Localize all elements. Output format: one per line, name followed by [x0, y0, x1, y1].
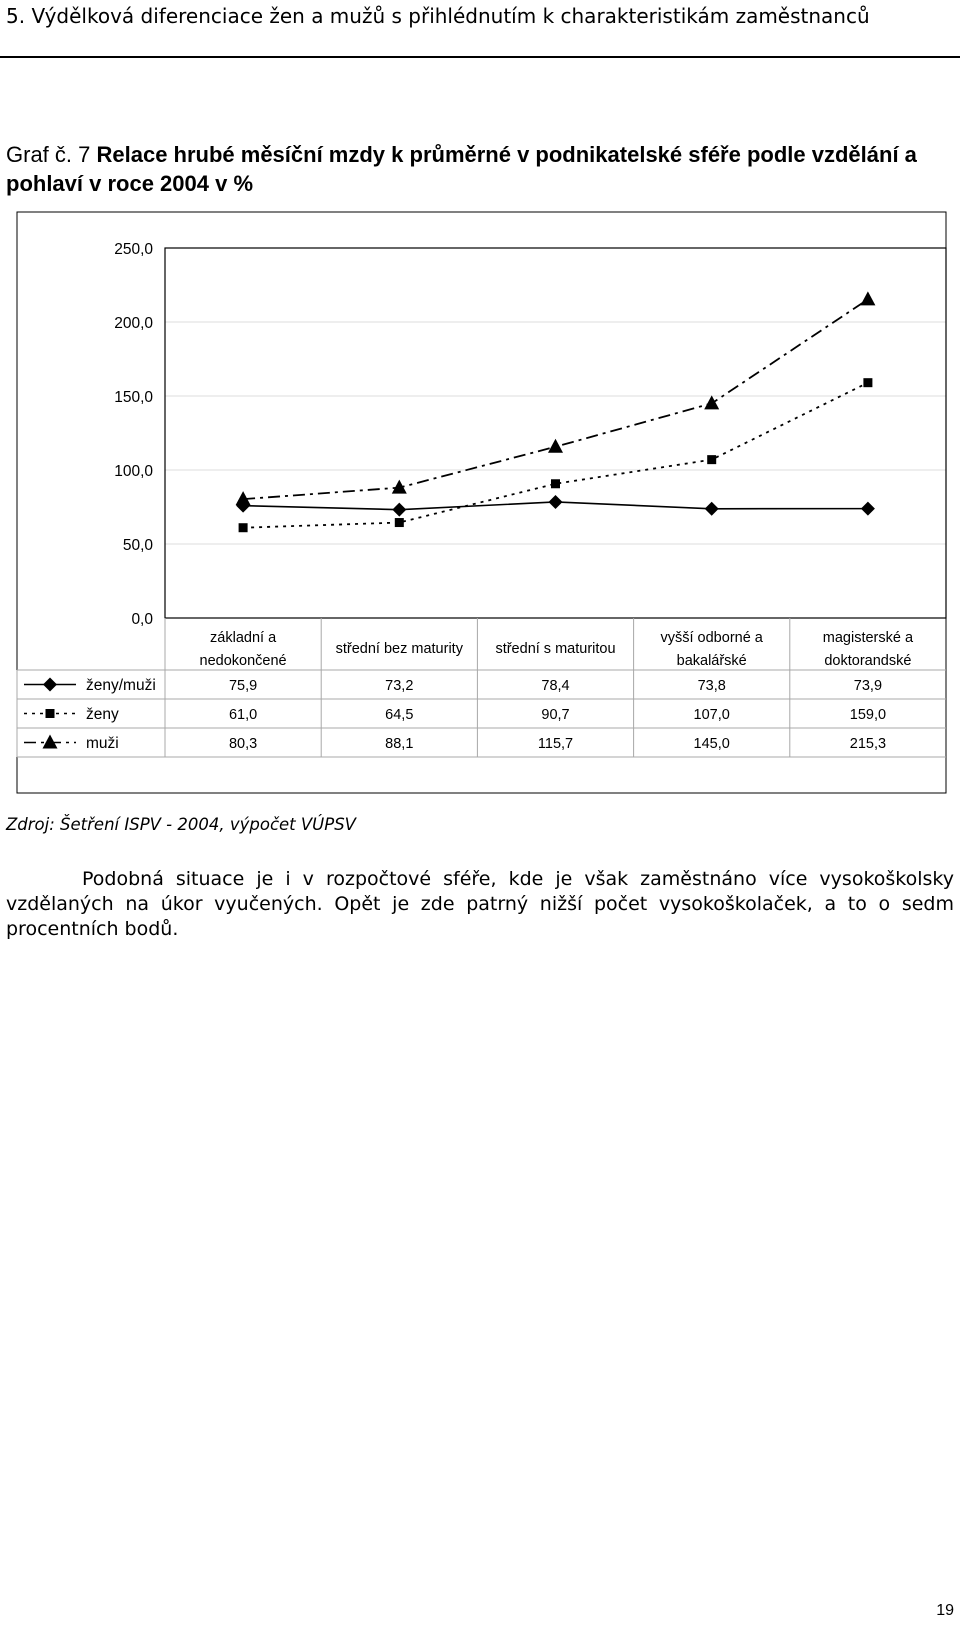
data-label: 159,0	[849, 707, 887, 723]
y-tick-label: 0,0	[131, 611, 153, 628]
line-chart	[0, 210, 960, 795]
category-label: doktorandské	[824, 653, 912, 669]
category-label: magisterské a	[822, 630, 914, 646]
data-label: 145,0	[693, 736, 730, 752]
data-label: 73,9	[853, 678, 883, 694]
legend-key-marker	[43, 735, 58, 749]
source-note: Zdroj: Šetření ISPV - 2004, výpočet VÚPSV	[6, 815, 356, 834]
data-label: 80,3	[228, 736, 258, 752]
caption-title: Relace hrubé měsíční mzdy k průměrné v podnikatelské sféře podle vzdělání a pohlaví v roce 2004 v %	[6, 142, 917, 196]
y-tick-label: 200,0	[114, 315, 153, 332]
data-point	[705, 502, 719, 516]
data-label: 73,8	[697, 678, 726, 694]
y-tick-label: 100,0	[114, 463, 153, 480]
header-rule	[0, 56, 960, 58]
series-line	[243, 299, 868, 499]
data-label: 115,7	[537, 736, 574, 752]
data-label: 61,0	[228, 707, 258, 723]
data-point	[395, 518, 404, 527]
data-point	[549, 495, 563, 509]
chapter-header: 5. Výdělková diferenciace žen a mužů s přihlédnutím k charakteristikám zaměstnanců	[6, 4, 870, 28]
category-label: základní a	[210, 630, 277, 646]
category-label: bakalářské	[676, 653, 747, 669]
data-label: 73,2	[385, 678, 414, 694]
plot-area	[165, 248, 946, 618]
y-tick-label: 250,0	[114, 241, 153, 258]
category-label: vyšší odborné a	[660, 630, 763, 646]
category-label: střední bez maturity	[335, 641, 463, 657]
data-label: 78,4	[541, 678, 570, 694]
legend-key-marker	[43, 678, 57, 692]
data-label: 88,1	[385, 736, 414, 752]
data-label: 215,3	[849, 736, 887, 752]
data-label: 90,7	[541, 707, 570, 723]
legend-series-name: ženy/muži	[86, 677, 156, 694]
data-point	[392, 503, 406, 517]
data-point	[863, 378, 872, 387]
data-point	[551, 479, 560, 488]
y-tick-label: 50,0	[122, 537, 153, 554]
data-point	[704, 395, 719, 409]
page-number: 19	[936, 1602, 954, 1619]
data-label: 75,9	[228, 678, 258, 694]
data-point	[861, 502, 875, 516]
caption-prefix: Graf č. 7	[6, 142, 91, 167]
data-label: 107,0	[693, 707, 730, 723]
data-point	[239, 523, 248, 532]
category-label: nedokončené	[199, 653, 287, 669]
data-point	[860, 291, 875, 305]
data-label: 64,5	[385, 707, 414, 723]
legend-series-name: muži	[86, 735, 119, 752]
legend-key-marker	[46, 709, 55, 718]
legend-series-name: ženy	[86, 706, 119, 723]
data-point	[548, 439, 563, 453]
y-tick-label: 150,0	[114, 389, 153, 406]
body-paragraph: Podobná situace je i v rozpočtové sféře, kde je však zaměstnáno více vysokoškolsky vzdělaných na úkor vyučených. Opět je zde patrný nižší počet vysokoškolaček, a to o sedm procentních bodů.	[6, 868, 954, 940]
category-label: střední s maturitou	[495, 641, 616, 657]
chart-caption	[6, 140, 956, 198]
data-point	[707, 455, 716, 464]
